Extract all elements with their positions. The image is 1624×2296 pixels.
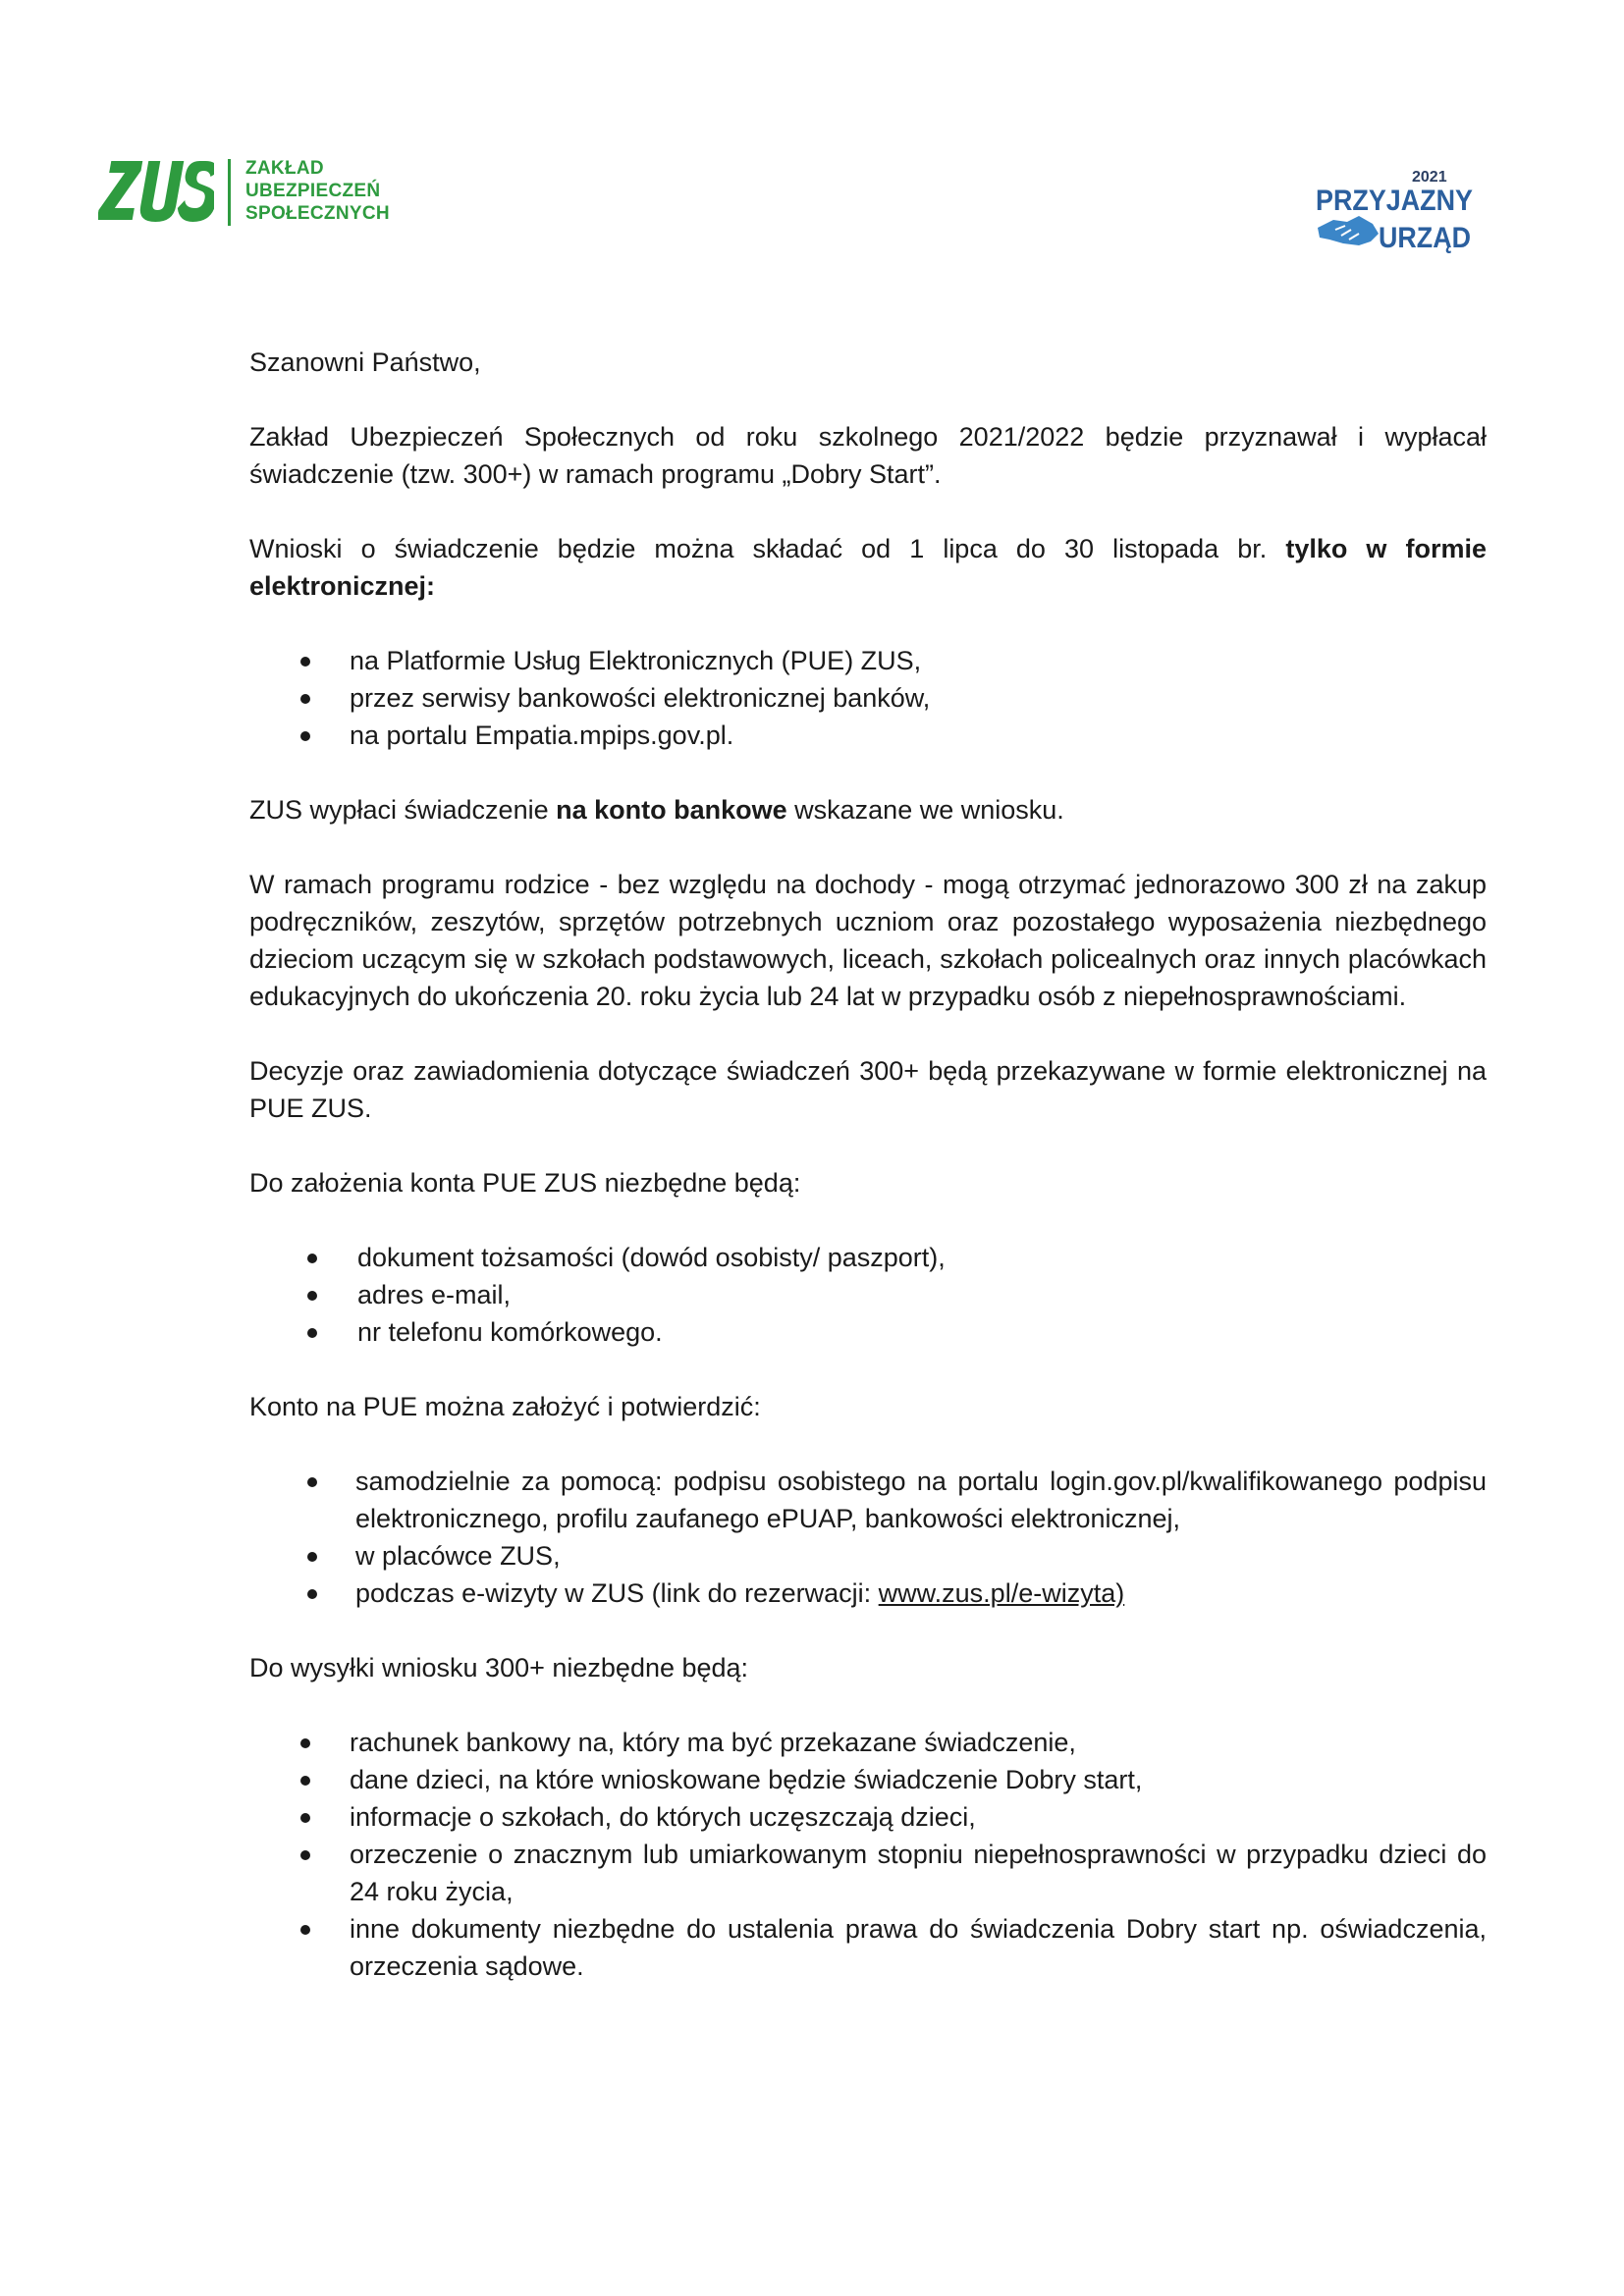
- list-item: [249, 1463, 1487, 1537]
- list-item: [249, 1798, 1487, 1836]
- list-item-text: na Platformie Usług Elektronicznych (PUE) ZUS,: [350, 646, 922, 675]
- list-item-text: w placówce ZUS,: [355, 1541, 561, 1571]
- bullet-icon: [307, 1328, 317, 1338]
- list-item: [249, 679, 1487, 717]
- evisit-link[interactable]: www.zus.pl/e-wizyta): [878, 1578, 1125, 1608]
- list-item: [249, 1239, 1487, 1276]
- decisions-paragraph: Decyzje oraz zawiadomienia dotyczące świadczeń 300+ będą przekazywane w formie elektronicznej na PUE ZUS.: [249, 1056, 1487, 1123]
- logo-divider: [228, 159, 231, 226]
- payment-before: ZUS wypłaci świadczenie: [249, 795, 557, 825]
- bullet-icon: [300, 1850, 310, 1860]
- bullet-icon: [300, 1813, 310, 1823]
- program-paragraph: W ramach programu rodzice - bez względu na dochody - mogą otrzymać jednorazowo 300 zł na zakup podręczników, zeszytów, sprzętów potrzebnych uczniom oraz pozostałego wyposażenia niezbędnego dzieciom uczącym się w szkołach podstawowych, liceach, szkołach policealnych oraz innych placówkach edukacyjnych do ukończenia 20. roku życia lub 24 lat w przypadku osób z niepełnosprawnościami.: [249, 870, 1487, 1011]
- zus-logo-name-line: ZAKŁAD: [245, 158, 324, 179]
- list-item-text: nr telefonu komórkowego.: [357, 1317, 663, 1347]
- payment-paragraph: [249, 791, 1487, 828]
- bullet-icon: [300, 657, 310, 667]
- friendly-office-logo: [1314, 165, 1475, 255]
- bullet-icon: [300, 1925, 310, 1935]
- bullet-icon: [300, 1776, 310, 1786]
- list-item: [249, 1910, 1487, 1985]
- list-item-text: dane dzieci, na które wnioskowane będzie świadczenie Dobry start,: [350, 1765, 1143, 1794]
- payment-bold: na konto bankowe: [556, 795, 787, 825]
- channels-list: [249, 642, 1487, 754]
- list-item-text: samodzielnie za pomocą: podpisu osobistego na portalu login.gov.pl/kwalifikowanego podpisu elektronicznego, profilu zaufanego ePUAP, bankowości elektronicznej,: [355, 1467, 1487, 1533]
- list-item: [249, 1276, 1487, 1313]
- list-item-text: orzeczenie o znacznym lub umiarkowanym stopniu niepełnosprawności w przypadku dzieci do 24 roku życia,: [350, 1840, 1487, 1906]
- account-setup-list: [249, 1463, 1487, 1612]
- list-item: [249, 642, 1487, 679]
- account-requirements-heading: Do założenia konta PUE ZUS niezbędne będą:: [249, 1168, 801, 1198]
- bullet-icon: [307, 1254, 317, 1263]
- zus-logo-mark: [98, 157, 214, 228]
- send-requirements-list: [249, 1724, 1487, 1985]
- zus-logo-name-line: UBEZPIECZEŃ: [245, 181, 381, 201]
- bullet-icon: [300, 694, 310, 704]
- bullet-icon: [307, 1552, 317, 1562]
- list-item: [249, 717, 1487, 754]
- list-item: [249, 1724, 1487, 1761]
- list-item: [249, 1761, 1487, 1798]
- list-item-text: informacje o szkołach, do których uczęszczają dzieci,: [350, 1802, 976, 1832]
- handshake-icon: [1318, 216, 1379, 245]
- letter-body: [249, 344, 1487, 1985]
- account-requirements-list: [249, 1239, 1487, 1351]
- applications-bold: tylko w formie elektronicznej:: [249, 534, 1487, 601]
- list-item-text: inne dokumenty niezbędne do ustalenia prawa do świadczenia Dobry start np. oświadczenia, orzeczenia sądowe.: [350, 1914, 1487, 1981]
- bullet-icon: [307, 1291, 317, 1301]
- friendly-office-year: 2021: [1412, 169, 1447, 186]
- evisit-text: podczas e-wizyty w ZUS (link do rezerwacji:: [355, 1578, 879, 1608]
- list-item: [249, 1575, 1487, 1612]
- list-item-text: dokument tożsamości (dowód osobisty/ paszport),: [357, 1243, 946, 1272]
- send-requirements-heading: Do wysyłki wniosku 300+ niezbędne będą:: [249, 1653, 749, 1682]
- bullet-icon: [307, 1477, 317, 1487]
- list-item-text: na portalu Empatia.mpips.gov.pl.: [350, 721, 734, 750]
- payment-after: wskazane we wniosku.: [786, 795, 1064, 825]
- zus-logo-name: [245, 157, 390, 225]
- friendly-office-line2: URZĄD: [1379, 222, 1471, 254]
- zus-logo: [98, 157, 403, 228]
- bullet-icon: [300, 1738, 310, 1748]
- list-item: [249, 1313, 1487, 1351]
- intro-paragraph: Zakład Ubezpieczeń Społecznych od roku szkolnego 2021/2022 będzie przyznawał i wypłacał świadczenie (tzw. 300+) w ramach programu „Dobry Start”.: [249, 422, 1487, 489]
- zus-logo-name-line: SPOŁECZNYCH: [245, 203, 390, 224]
- account-setup-heading: Konto na PUE można założyć i potwierdzić:: [249, 1392, 761, 1421]
- list-item: [249, 1537, 1487, 1575]
- list-item: [249, 1836, 1487, 1910]
- applications-text: Wnioski o świadczenie będzie można składać od 1 lipca do 30 listopada br.: [249, 534, 1286, 563]
- salutation: Szanowni Państwo,: [249, 347, 481, 377]
- applications-paragraph: [249, 530, 1487, 605]
- bullet-icon: [307, 1589, 317, 1599]
- bullet-icon: [300, 731, 310, 741]
- list-item-text: rachunek bankowy na, który ma być przekazane świadczenie,: [350, 1728, 1076, 1757]
- friendly-office-line1: PRZYJAZNY: [1316, 185, 1473, 217]
- list-item-text: przez serwisy bankowości elektronicznej banków,: [350, 683, 931, 713]
- list-item-text: adres e-mail,: [357, 1280, 512, 1309]
